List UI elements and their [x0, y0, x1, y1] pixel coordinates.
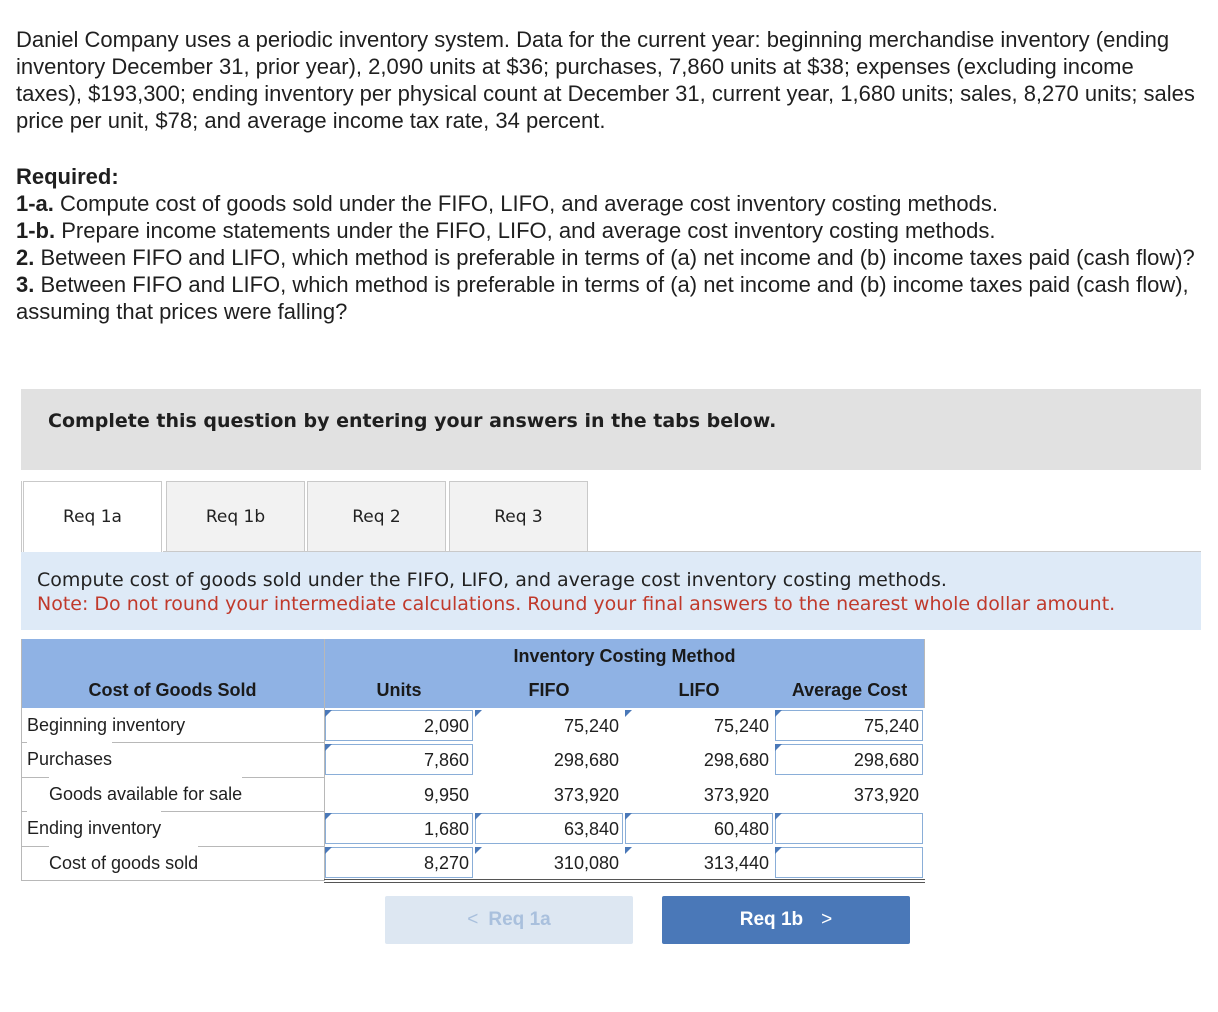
- required-item-1b: 1-b. Prepare income statements under the FIFO, LIFO, and average cost inventory costing methods.: [16, 218, 996, 243]
- input-marker-icon: [775, 710, 782, 717]
- input-marker-icon: [625, 813, 632, 820]
- input-marker-icon: [775, 744, 782, 751]
- problem-statement: [16, 26, 1196, 134]
- row-label-beginning-inventory: Beginning inventory: [27, 708, 185, 742]
- units-purchases-input[interactable]: 7,860: [325, 744, 473, 775]
- grid-line: [21, 880, 324, 881]
- average-ending-inventory-input[interactable]: [775, 813, 923, 844]
- required-section: [16, 163, 1196, 325]
- header-fifo: FIFO: [474, 673, 624, 708]
- units-goods-available: 9,950: [325, 779, 473, 810]
- lifo-purchases: 298,680: [625, 744, 773, 775]
- tab-req-1b[interactable]: Req 1b: [166, 481, 305, 552]
- lifo-goods-available: 373,920: [625, 779, 773, 810]
- row-label-ending-inventory: Ending inventory: [27, 811, 161, 846]
- input-marker-icon: [775, 813, 782, 820]
- tab-req-2[interactable]: Req 2: [307, 481, 446, 552]
- grid-line: [324, 882, 925, 883]
- input-marker-icon: [325, 847, 332, 854]
- required-item-1a: 1-a. Compute cost of goods sold under the FIFO, LIFO, and average cost inventory costing methods.: [16, 191, 998, 216]
- requirement-text: Compute cost of goods sold under the FIFO, LIFO, and average cost inventory costing methods.: [37, 569, 947, 591]
- average-goods-available: 373,920: [775, 779, 923, 810]
- input-marker-icon: [325, 744, 332, 751]
- input-marker-icon: [475, 847, 482, 854]
- instructions-text: Complete this question by entering your answers in the tabs below.: [48, 410, 777, 432]
- header-average-cost: Average Cost: [774, 673, 925, 708]
- header-units: Units: [324, 673, 474, 708]
- row-label-cost-of-goods-sold: Cost of goods sold: [49, 846, 198, 880]
- input-marker-icon: [775, 847, 782, 854]
- fifo-cogs: 310,080: [475, 847, 623, 878]
- average-cogs-input[interactable]: [775, 847, 923, 878]
- grid-line: [324, 879, 925, 880]
- next-req-label: Req 1b: [739, 909, 804, 930]
- units-cogs-input[interactable]: 8,270: [325, 847, 473, 878]
- requirement-note: Note: Do not round your intermediate calculations. Round your final answers to the nearest whole dollar amount.: [37, 593, 1116, 615]
- lifo-cogs: 313,440: [625, 847, 773, 878]
- chevron-left-icon: <: [467, 909, 479, 930]
- header-blank: [21, 639, 324, 673]
- cogs-table: [21, 639, 925, 881]
- fifo-ending-inventory-input[interactable]: 63,840: [475, 813, 623, 844]
- grid-line: [924, 639, 925, 708]
- header-cogs: Cost of Goods Sold: [21, 673, 324, 708]
- lifo-beginning-inventory: 75,240: [625, 710, 773, 741]
- required-item-3: 3. Between FIFO and LIFO, which method is preferable in terms of (a) net income and (b) income taxes paid (cash flow), assuming that prices were falling?: [16, 272, 1189, 324]
- input-marker-icon: [325, 710, 332, 717]
- instructions-banner: [21, 389, 1201, 470]
- row-label-goods-available: Goods available for sale: [49, 777, 242, 811]
- prev-req-label: Req 1a: [488, 909, 551, 930]
- fifo-beginning-inventory: 75,240: [475, 710, 623, 741]
- problem-paragraph: Daniel Company uses a periodic inventory system. Data for the current year: beginning merchandise inventory (ending inventory December 31, prior year), 2,090 units at $36; purchases, 7,860 units at $38; expenses (excluding income taxes), $193,300; ending inventory per physical count at December 31, current year, 1,680 units; sales, 8,270 units; sales price per unit, $78; and average income tax rate, 34 percent.: [16, 27, 1195, 133]
- next-req-button[interactable]: [662, 896, 910, 944]
- row-label-purchases: Purchases: [27, 742, 112, 777]
- input-marker-icon: [625, 847, 632, 854]
- requirement-box: [21, 552, 1201, 630]
- average-beginning-inventory-input[interactable]: 75,240: [775, 710, 923, 741]
- tab-divider-left: [21, 481, 22, 552]
- lifo-ending-inventory-input[interactable]: 60,480: [625, 813, 773, 844]
- input-marker-icon: [475, 710, 482, 717]
- required-title: Required:: [16, 164, 119, 189]
- required-item-2: 2. Between FIFO and LIFO, which method is preferable in terms of (a) net income and (b) income taxes paid (cash flow)?: [16, 245, 1195, 270]
- input-marker-icon: [475, 813, 482, 820]
- prev-req-button[interactable]: [385, 896, 633, 944]
- header-group: Inventory Costing Method: [324, 639, 925, 673]
- fifo-goods-available: 373,920: [475, 779, 623, 810]
- grid-line: [21, 639, 22, 881]
- chevron-right-icon: >: [821, 909, 833, 930]
- header-lifo: LIFO: [624, 673, 774, 708]
- input-marker-icon: [625, 710, 632, 717]
- units-beginning-inventory-input[interactable]: 2,090: [325, 710, 473, 741]
- units-ending-inventory-input[interactable]: 1,680: [325, 813, 473, 844]
- tab-req-1a[interactable]: Req 1a: [23, 481, 162, 553]
- tab-req-3[interactable]: Req 3: [449, 481, 588, 552]
- fifo-purchases: 298,680: [475, 744, 623, 775]
- average-purchases-input[interactable]: 298,680: [775, 744, 923, 775]
- input-marker-icon: [325, 813, 332, 820]
